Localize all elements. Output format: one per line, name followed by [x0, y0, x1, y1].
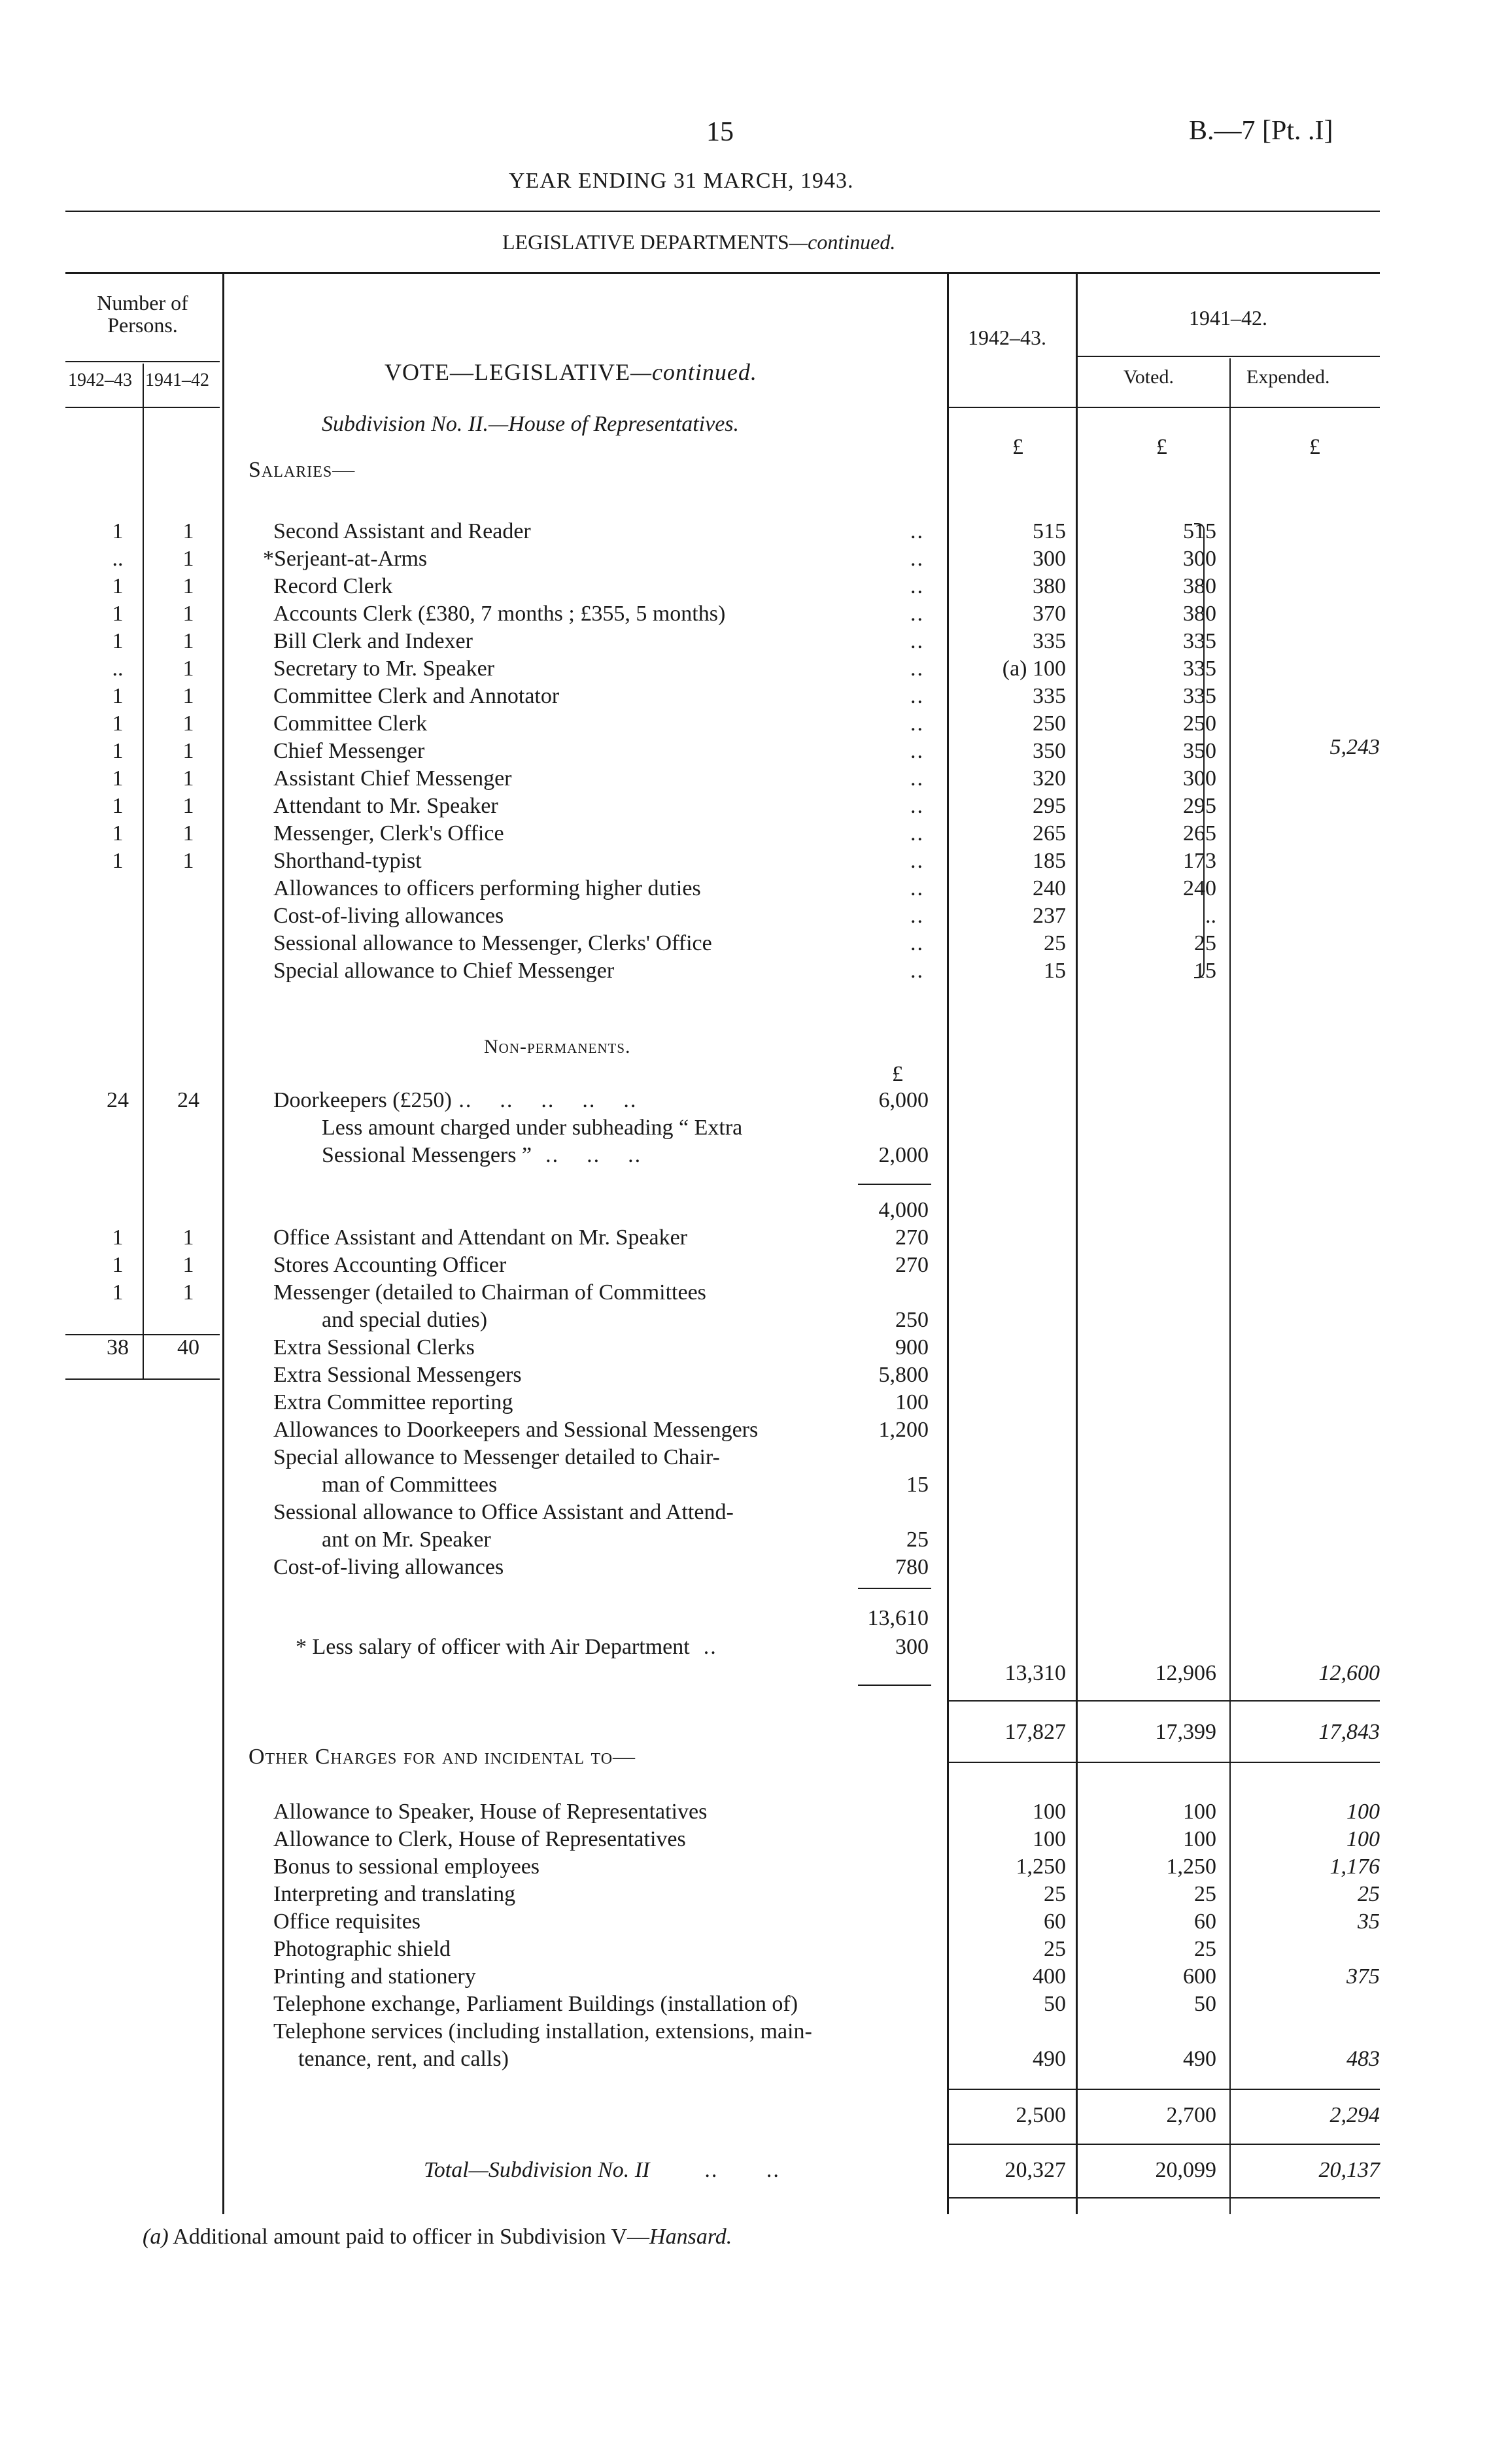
persons-1941-42: 1: [182, 711, 194, 736]
salaries-heading: Salaries—: [248, 458, 356, 482]
persons-1941-42: 1: [182, 547, 194, 571]
other-charge-1942-43: 25: [1044, 1882, 1066, 1906]
non-permanent-item-label: Extra Committee reporting: [273, 1390, 513, 1414]
persons-1942-43: 1: [112, 739, 124, 763]
leader-dots: ..: [910, 711, 924, 736]
leader-dots: ..: [910, 849, 924, 873]
other-charge-1942-43: 100: [1033, 1827, 1066, 1851]
other-charge-label: tenance, rent, and calls): [298, 2047, 509, 2071]
persons-1942-43: 1: [112, 821, 124, 846]
other-charges-heading: Other Charges for and incidental to—: [248, 1745, 636, 1769]
other-charge-expended: 375: [1346, 1964, 1380, 1989]
other-charge-1942-43: 490: [1033, 2047, 1066, 2071]
net-voted: 12,906: [1155, 1661, 1216, 1685]
salary-voted-value: 300: [1183, 547, 1216, 571]
non-permanent-item-label: Messenger (detailed to Chairman of Committees: [273, 1280, 706, 1305]
other-charge-1942-43: 60: [1044, 1909, 1066, 1934]
salary-1942-43-value: 515: [1033, 519, 1066, 543]
other-charge-label: Interpreting and translating: [273, 1882, 516, 1906]
less-charged-label: Sessional Messengers ” .. .. ..: [322, 1143, 642, 1167]
salary-voted-value: 15: [1194, 959, 1216, 983]
persons-1941-42: 1: [182, 739, 194, 763]
rule: [858, 1184, 931, 1185]
net-expended: 12,600: [1318, 1661, 1380, 1685]
salary-voted-value: 380: [1183, 602, 1216, 626]
currency-symbol: £: [892, 1062, 903, 1086]
rule: [65, 407, 220, 408]
persons-1941-42: 1: [182, 684, 194, 708]
salary-item-label: Committee Clerk: [273, 711, 428, 736]
persons-1942-43: 1: [112, 629, 124, 653]
non-permanent-value: 100: [895, 1390, 929, 1414]
salary-voted-value: 350: [1183, 739, 1216, 763]
currency-symbol: £: [1156, 435, 1167, 459]
persons-1942-43: 1: [112, 849, 124, 873]
divider: [1229, 358, 1231, 2214]
divider: [222, 273, 224, 2214]
salary-1942-43-value: 335: [1033, 629, 1066, 653]
salary-1942-43-value: 250: [1033, 711, 1066, 736]
footnote: (a) Additional amount paid to officer in Subdivision V—Hansard.: [143, 2225, 732, 2249]
persons-1942-43: 24: [107, 1088, 129, 1112]
voted-header: Voted.: [1123, 366, 1174, 388]
other-charge-voted: 600: [1183, 1964, 1216, 1989]
persons-1941-42: 1: [182, 766, 194, 791]
non-permanent-item-label: Office Assistant and Attendant on Mr. Speaker: [273, 1225, 687, 1250]
other-charge-voted: 50: [1194, 1992, 1216, 2016]
persons-1941-42: 1: [182, 821, 194, 846]
other-charge-label: Office requisites: [273, 1909, 421, 1934]
non-permanents-heading: Non-permanents.: [484, 1036, 631, 1057]
salary-item-label: Special allowance to Chief Messenger: [273, 959, 615, 983]
non-permanent-value: 15: [906, 1473, 929, 1497]
non-permanents-gross: 13,610: [867, 1606, 929, 1630]
persons-1941-42: 1: [182, 574, 194, 598]
rule: [948, 2089, 1380, 2090]
salary-voted-value: 515: [1183, 519, 1216, 543]
salary-item-label: Assistant Chief Messenger: [273, 766, 512, 791]
less-air-label: * Less salary of officer with Air Department ..: [296, 1635, 717, 1659]
leader-dots: ..: [910, 959, 924, 983]
salary-item-label: Bill Clerk and Indexer: [273, 629, 473, 653]
persons-1941-42: 1: [182, 629, 194, 653]
other-charge-voted: 25: [1194, 1882, 1216, 1906]
non-permanent-value: 270: [895, 1253, 929, 1277]
other-charge-voted: 490: [1183, 2047, 1216, 2071]
persons-1941-42: 1: [182, 1253, 194, 1277]
divider: [143, 364, 144, 409]
salary-1942-43-value: 15: [1044, 959, 1066, 983]
persons-1942-43: 1: [112, 684, 124, 708]
salary-voted-value: 25: [1194, 931, 1216, 955]
other-charge-expended: 1,176: [1329, 1855, 1380, 1879]
persons-1941-42: 24: [177, 1088, 199, 1112]
vote-title: VOTE—LEGISLATIVE—continued.: [385, 359, 757, 385]
other-charge-1942-43: 50: [1044, 1992, 1066, 2016]
year-1942-43-header: 1942–43: [68, 370, 132, 390]
other-charge-1942-43: 25: [1044, 1937, 1066, 1961]
salary-voted-value: 300: [1183, 766, 1216, 791]
rule: [858, 1685, 931, 1686]
salary-item-label: *Serjeant-at-Arms: [263, 547, 428, 571]
other-charge-voted: 60: [1194, 1909, 1216, 1934]
divider: [143, 409, 144, 1378]
rule: [65, 1334, 220, 1335]
leader-dots: ..: [910, 821, 924, 846]
salary-1942-43-value: 370: [1033, 602, 1066, 626]
rule: [948, 1700, 1380, 1702]
non-permanents-subtotal: 4,000: [878, 1198, 929, 1222]
salaries-total-expended: 17,843: [1318, 1720, 1380, 1744]
persons-1942-43: 38: [107, 1335, 129, 1360]
other-charge-label: Telephone exchange, Parliament Buildings (installation of): [273, 1992, 798, 2016]
salary-item-label: Chief Messenger: [273, 739, 425, 763]
non-permanent-value: 1,200: [878, 1418, 929, 1442]
less-air-value: 300: [895, 1635, 929, 1659]
other-total-voted: 2,700: [1166, 2103, 1216, 2127]
salary-item-label: Cost-of-living allowances: [273, 904, 504, 928]
salary-item-label: Accounts Clerk (£380, 7 months ; £355, 5 months): [273, 602, 726, 626]
persons-1942-43: 1: [112, 794, 124, 818]
salary-1942-43-value: 320: [1033, 766, 1066, 791]
document-reference: B.—7 [Pt. .I]: [1189, 116, 1333, 146]
persons-1941-42: 1: [182, 602, 194, 626]
salary-voted-value: 335: [1183, 657, 1216, 681]
leader-dots: ..: [910, 519, 924, 543]
non-permanent-item-label: and special duties): [322, 1308, 488, 1332]
net-1942-43: 13,310: [1004, 1661, 1066, 1685]
salary-voted-value: 335: [1183, 684, 1216, 708]
grand-total-1942-43: 20,327: [1004, 2158, 1066, 2182]
non-permanent-item-label: Extra Sessional Messengers: [273, 1363, 522, 1387]
other-charge-voted: 1,250: [1166, 1855, 1216, 1879]
other-charge-1942-43: 1,250: [1016, 1855, 1066, 1879]
page-title: YEAR ENDING 31 MARCH, 1943.: [509, 169, 854, 193]
salary-voted-value: ..: [1205, 904, 1216, 928]
non-permanent-value: 900: [895, 1335, 929, 1360]
persons-1942-43: 1: [112, 519, 124, 543]
rule: [948, 1762, 1380, 1763]
salaries-total-voted: 17,399: [1155, 1720, 1216, 1744]
persons-1942-43: 1: [112, 1225, 124, 1250]
salary-voted-value: 380: [1183, 574, 1216, 598]
year-1941-42-header: 1941–42: [145, 370, 209, 390]
salary-1942-43-value: 380: [1033, 574, 1066, 598]
non-permanent-item-label: ant on Mr. Speaker: [322, 1528, 491, 1552]
section-heading: LEGISLATIVE DEPARTMENTS—continued.: [502, 230, 896, 254]
non-permanent-item-label: Extra Sessional Clerks: [273, 1335, 475, 1360]
persons-1942-43: ..: [112, 547, 124, 571]
grand-total-label: Total—Subdivision No. II .. ..: [424, 2158, 780, 2182]
doorkeepers-value: 6,000: [878, 1088, 929, 1112]
persons-1941-42: 1: [182, 657, 194, 681]
currency-symbol: £: [1309, 435, 1320, 459]
other-charge-label: Telephone services (including installation, extensions, main-: [273, 2019, 812, 2044]
persons-1942-43: 1: [112, 1253, 124, 1277]
leader-dots: ..: [910, 904, 924, 928]
non-permanent-value: 25: [906, 1528, 929, 1552]
salary-item-label: Allowances to officers performing higher duties: [273, 876, 701, 900]
persons-1942-43: 1: [112, 602, 124, 626]
table-top-rule: [65, 272, 1380, 274]
other-charge-1942-43: 100: [1033, 1800, 1066, 1824]
currency-symbol: £: [1012, 435, 1023, 459]
salary-voted-value: 335: [1183, 629, 1216, 653]
other-charge-label: Printing and stationery: [273, 1964, 476, 1989]
leader-dots: ..: [910, 684, 924, 708]
other-charge-voted: 25: [1194, 1937, 1216, 1961]
non-permanent-item-label: Stores Accounting Officer: [273, 1253, 507, 1277]
persons-1941-42: 1: [182, 1280, 194, 1305]
persons-1941-42: 1: [182, 1225, 194, 1250]
salary-1942-43-value: 240: [1033, 876, 1066, 900]
other-charge-expended: 35: [1358, 1909, 1380, 1934]
salary-item-label: Secretary to Mr. Speaker: [273, 657, 494, 681]
persons-1942-43: 1: [112, 1280, 124, 1305]
non-permanent-item-label: Sessional allowance to Office Assistant and Attend-: [273, 1500, 734, 1524]
leader-dots: ..: [910, 657, 924, 681]
other-charge-1942-43: 400: [1033, 1964, 1066, 1989]
less-charged-label: Less amount charged under subheading “ Extra: [322, 1116, 743, 1140]
rule: [65, 1378, 220, 1380]
other-charge-expended: 100: [1346, 1800, 1380, 1824]
page-number: 15: [706, 117, 734, 147]
salary-item-label: Messenger, Clerk's Office: [273, 821, 504, 846]
salary-item-label: Attendant to Mr. Speaker: [273, 794, 498, 818]
leader-dots: ..: [910, 766, 924, 791]
divider: [1076, 273, 1078, 2214]
persons-1941-42: 1: [182, 849, 194, 873]
persons-1941-42: 40: [177, 1335, 199, 1360]
expended-header: Expended.: [1246, 366, 1330, 388]
salary-voted-value: 173: [1183, 849, 1216, 873]
leader-dots: ..: [910, 574, 924, 598]
non-permanent-value: 780: [895, 1555, 929, 1579]
leader-dots: ..: [910, 739, 924, 763]
salary-item-label: Second Assistant and Reader: [273, 519, 531, 543]
other-total-1942-43: 2,500: [1016, 2103, 1066, 2127]
leader-dots: ..: [910, 547, 924, 571]
other-charge-expended: 483: [1346, 2047, 1380, 2071]
persons-1942-43: ..: [112, 657, 124, 681]
other-charge-voted: 100: [1183, 1800, 1216, 1824]
non-permanent-item-label: man of Committees: [322, 1473, 498, 1497]
grand-total-expended: 20,137: [1318, 2158, 1380, 2182]
rule: [1078, 356, 1380, 357]
salary-voted-value: 295: [1183, 794, 1216, 818]
non-permanent-value: 250: [895, 1308, 929, 1332]
doorkeepers-label: Doorkeepers (£250) .. .. .. .. ..: [273, 1088, 638, 1112]
salary-1942-43-value: 25: [1044, 931, 1066, 955]
salary-voted-value: 265: [1183, 821, 1216, 846]
salary-1942-43-value: 265: [1033, 821, 1066, 846]
other-charge-expended: 25: [1358, 1882, 1380, 1906]
salary-item-label: Sessional allowance to Messenger, Clerks' Office: [273, 931, 712, 955]
subdivision-heading: Subdivision No. II.—House of Representatives.: [322, 412, 740, 436]
other-charge-label: Photographic shield: [273, 1937, 451, 1961]
non-permanent-item-label: Allowances to Doorkeepers and Sessional Messengers: [273, 1418, 759, 1442]
leader-dots: ..: [910, 931, 924, 955]
other-charge-label: Allowance to Clerk, House of Representatives: [273, 1827, 686, 1851]
column-1941-42-header: 1941–42.: [1189, 306, 1267, 330]
grand-total-voted: 20,099: [1155, 2158, 1216, 2182]
other-total-expended: 2,294: [1329, 2103, 1380, 2127]
salary-1942-43-value: 335: [1033, 684, 1066, 708]
salary-voted-value: 240: [1183, 876, 1216, 900]
rule: [948, 2144, 1380, 2145]
brace: [1194, 523, 1205, 978]
salary-1942-43-value: 295: [1033, 794, 1066, 818]
rule: [858, 1588, 931, 1589]
salary-voted-value: 250: [1183, 711, 1216, 736]
non-permanent-value: 5,800: [878, 1363, 929, 1387]
rule: [948, 2197, 1380, 2199]
salary-1942-43-value: 237: [1033, 904, 1066, 928]
persons-1941-42: 1: [182, 794, 194, 818]
leader-dots: ..: [910, 629, 924, 653]
rule: [948, 407, 1380, 408]
column-1942-43-header: 1942–43.: [968, 326, 1046, 349]
non-permanent-item-label: Special allowance to Messenger detailed to Chair-: [273, 1445, 720, 1469]
less-charged-value: 2,000: [878, 1143, 929, 1167]
non-permanent-item-label: Cost-of-living allowances: [273, 1555, 504, 1579]
leader-dots: ..: [910, 602, 924, 626]
other-charge-label: Allowance to Speaker, House of Representatives: [273, 1800, 708, 1824]
number-of-persons-header: Number of Persons.: [97, 291, 188, 337]
salary-1942-43-value: (a) 100: [1002, 657, 1066, 681]
persons-1941-42: 1: [182, 519, 194, 543]
rule: [65, 361, 220, 362]
salary-item-label: Shorthand-typist: [273, 849, 422, 873]
salary-1942-43-value: 185: [1033, 849, 1066, 873]
salaries-total-1942-43: 17,827: [1004, 1720, 1066, 1744]
salary-1942-43-value: 350: [1033, 739, 1066, 763]
other-charge-label: Bonus to sessional employees: [273, 1855, 540, 1879]
salary-item-label: Committee Clerk and Annotator: [273, 684, 560, 708]
other-charge-expended: 100: [1346, 1827, 1380, 1851]
rule: [65, 211, 1380, 212]
non-permanent-value: 270: [895, 1225, 929, 1250]
other-charge-voted: 100: [1183, 1827, 1216, 1851]
persons-1942-43: 1: [112, 711, 124, 736]
persons-1942-43: 1: [112, 574, 124, 598]
salary-1942-43-value: 300: [1033, 547, 1066, 571]
salary-item-label: Record Clerk: [273, 574, 393, 598]
leader-dots: ..: [910, 876, 924, 900]
persons-1942-43: 1: [112, 766, 124, 791]
salaries-expended-group: 5,243: [1329, 735, 1380, 759]
leader-dots: ..: [910, 794, 924, 818]
